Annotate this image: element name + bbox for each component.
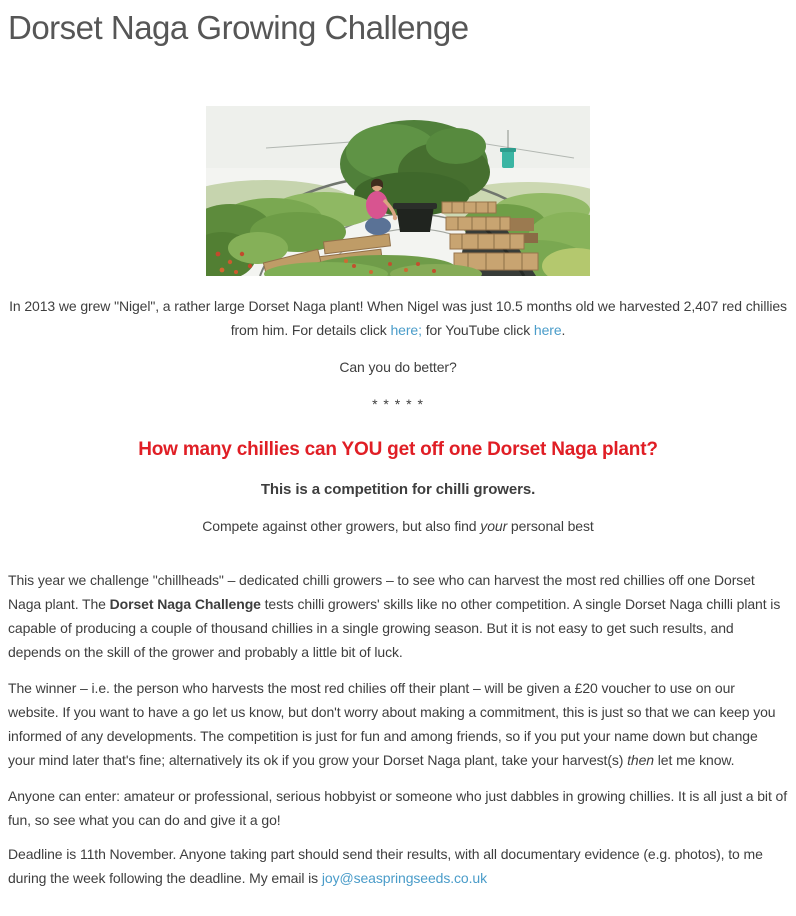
challenge-question-heading: How many chillies can YOU get off one Dorset Naga plant?: [138, 439, 658, 460]
deadline-paragraph: Deadline is 11th November. Anyone taking part should send their results, with all documentary evidence (e.g. photos), to me during the week following the deadline. My email is joy@seaspringseeds.co.uk: [8, 846, 763, 886]
intro-paragraph: In 2013 we grew "Nigel", a rather large Dorset Naga plant! When Nigel was just 10.5 months old we harvested 2,407 red chillies from him. For details click here; for YouTube click here.: [9, 298, 787, 338]
can-you-do-better-line: Can you do better?: [339, 359, 457, 375]
challenge-description-paragraph: This year we challenge "chillheads" – dedicated chilli growers – to see who can harvest the most red chillies off one Dorset Naga plant. The Dorset Naga Challenge tests chilli growers' skills like no other competition. A single Dorset Naga chilli plant is capable of producing a couple of thousand chillies in a single growing season. But it is not easy to get such results, and depends on the skill of the grower and probably a little bit of luck.: [8, 572, 781, 660]
greenhouse-photo-image: [206, 106, 590, 276]
page-title: Dorset Naga Growing Challenge: [8, 9, 469, 46]
winner-prize-paragraph: The winner – i.e. the person who harvests the most red chilies off their plant – will be given a £20 voucher to use on our website. If you want to have a go let us know, but don't worry about making a commitment, this is just so that we can keep you informed of any developments. The competition is just for fun and among friends, so if you put your name down but change your mind later that's fine; alternatively its ok if you grow your Dorset Naga plant, take your harvest(s) then let me know.: [8, 680, 776, 768]
greenhouse-photo: [8, 106, 788, 276]
then-emphasis: then: [627, 752, 654, 768]
asterisk-separator: * * * * *: [372, 396, 424, 412]
email-link[interactable]: joy@seaspringseeds.co.uk: [321, 870, 487, 886]
anyone-can-enter-paragraph: Anyone can enter: amateur or professional, serious hobbyist or someone who just dabbles in growing chillies. It is all just a bit of fun, so see what you can do and give it a go!: [8, 788, 787, 828]
your-emphasis: your: [480, 518, 508, 534]
youtube-link[interactable]: here: [533, 322, 562, 338]
compete-line: Compete against other growers, but also find your personal best: [202, 518, 594, 534]
challenge-name-bold: Dorset Naga Challenge: [109, 596, 261, 612]
details-link[interactable]: here;: [390, 322, 422, 338]
article-page: [0, 8, 796, 890]
competition-subheading: This is a competition for chilli growers.: [260, 481, 536, 498]
